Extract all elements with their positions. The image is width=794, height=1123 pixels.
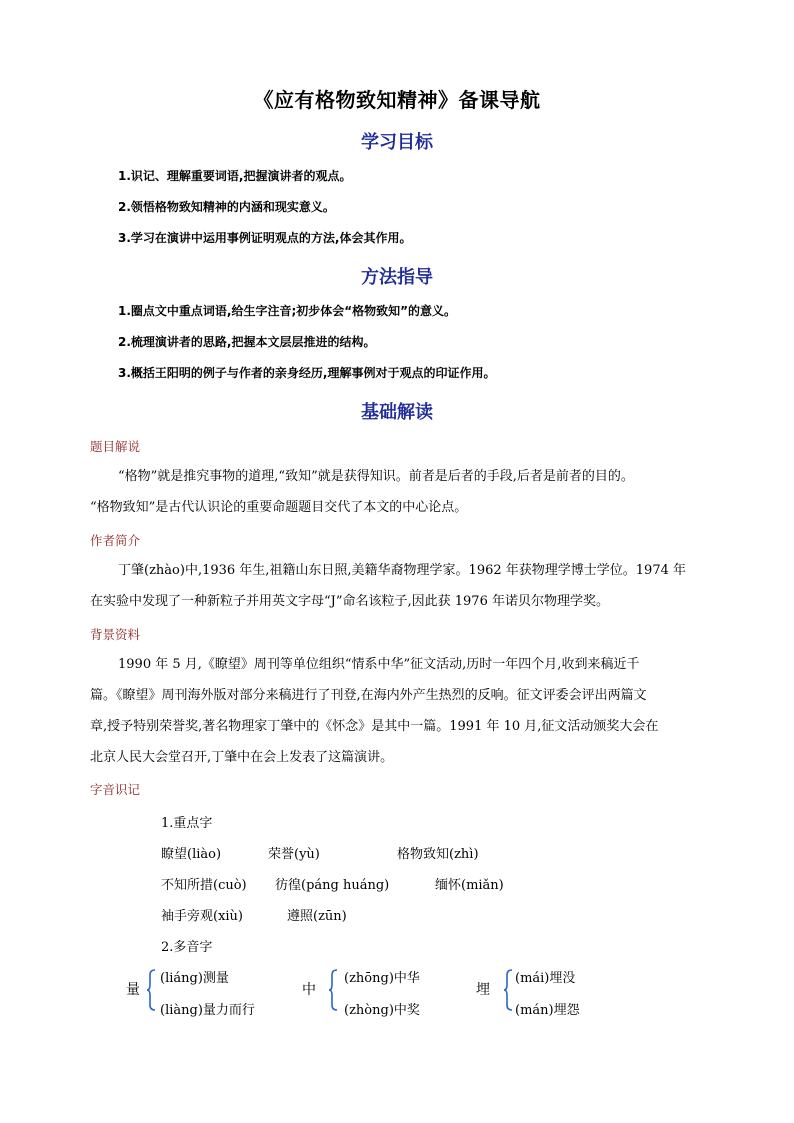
key-char-item: 不知所措(cuò) — [161, 878, 247, 893]
subheading-author: 作者简介 — [90, 533, 141, 548]
method-item: 2.梳理演讲者的思路,把握本文层层推进的结构。 — [118, 335, 376, 349]
key-char-item: 瞭望(liào) — [161, 847, 222, 862]
paragraph-line: 篇。《瞭望》周刊海外版对部分来稿进行了刊登,在海内外产生热烈的反响。征文评委会评出两篇文 — [90, 688, 647, 703]
paragraph-line: 1990 年 5 月,《瞭望》周刊等单位组织“情系中华”征文活动,历时一年四个月,收到来稿近千 — [118, 657, 640, 672]
polyphone-reading: (liàng)量力而行 — [160, 1003, 255, 1018]
method-item: 1.圈点文中重点词语,给生字注音;初步体会“格物致知”的意义。 — [118, 304, 457, 318]
section-heading-basics: 基础解读 — [361, 402, 433, 423]
polyphone-group — [302, 965, 432, 1018]
key-chars-label: 1.重点字 — [161, 816, 213, 831]
paragraph-line: 北京人民大会堂召开,丁肇中在会上发表了这篇演讲。 — [90, 750, 394, 765]
polyphone-reading: (mán)埋怨 — [515, 1003, 580, 1018]
subheading-background: 背景资料 — [90, 627, 141, 642]
polyphone-group — [126, 965, 276, 1018]
goal-item: 3.学习在演讲中运用事例证明观点的方法,体会其作用。 — [118, 231, 412, 245]
polyphone-reading: (zhòng)中奖 — [344, 1003, 420, 1018]
goal-item: 2.领悟格物致知精神的内涵和现实意义。 — [118, 200, 335, 214]
brace-icon — [328, 969, 338, 1011]
polyphone-reading: (mái)埋没 — [515, 971, 576, 986]
key-char-item: 荣誉(yù) — [268, 847, 320, 862]
background-paragraph — [90, 649, 704, 773]
section-heading-goals: 学习目标 — [361, 132, 433, 153]
title-explain-paragraph — [90, 461, 704, 523]
subheading-title-explain: 题目解说 — [90, 439, 141, 454]
polyphone-char: 埋 — [476, 982, 490, 998]
author-paragraph — [90, 555, 704, 617]
paragraph-line: “格物致知”是古代认识论的重要命题题目交代了本文的中心论点。 — [90, 500, 468, 515]
document-title: 《应有格物致知精神》备课导航 — [253, 88, 541, 112]
method-item: 3.概括王阳明的例子与作者的亲身经历,理解事例对于观点的印证作用。 — [118, 366, 496, 380]
key-char-item: 遵照(zūn) — [287, 909, 347, 924]
key-char-item: 袖手旁观(xiù) — [161, 909, 244, 924]
polyphone-reading: (zhōng)中华 — [344, 971, 420, 986]
key-char-item: 缅怀(miǎn) — [435, 878, 504, 893]
paragraph-line: “格物”就是推究事物的道理,“致知”就是获得知识。前者是后者的手段,后者是前者的目的。 — [118, 469, 634, 484]
brace-icon — [146, 969, 156, 1011]
polyphone-label: 2.多音字 — [161, 940, 213, 955]
goal-item: 1.识记、理解重要词语,把握演讲者的观点。 — [118, 169, 352, 183]
paragraph-line: 章,授予特别荣誉奖,著名物理家丁肇中的《怀念》是其中一篇。1991 年 10 月,征文活动颁奖大会在 — [90, 719, 659, 734]
polyphone-group — [476, 965, 606, 1018]
polyphone-char: 中 — [302, 982, 316, 998]
polyphone-reading: (liáng)测量 — [160, 971, 229, 986]
subheading-pronunciation: 字音识记 — [90, 782, 141, 797]
polyphone-char: 量 — [126, 982, 140, 998]
paragraph-line: 丁肇(zhào)中,1936 年生,祖籍山东日照,美籍华裔物理学家。1962 年获物理学博士学位。1974 年 — [118, 563, 686, 578]
key-char-item: 格物致知(zhì) — [397, 847, 479, 862]
brace-icon — [503, 969, 513, 1011]
key-char-item: 彷徨(páng huáng) — [275, 878, 390, 893]
section-heading-method: 方法指导 — [361, 267, 433, 288]
paragraph-line: 在实验中发现了一种新粒子并用英文字母“J”命名该粒子,因此获 1976 年诺贝尔物理学奖。 — [90, 594, 609, 609]
